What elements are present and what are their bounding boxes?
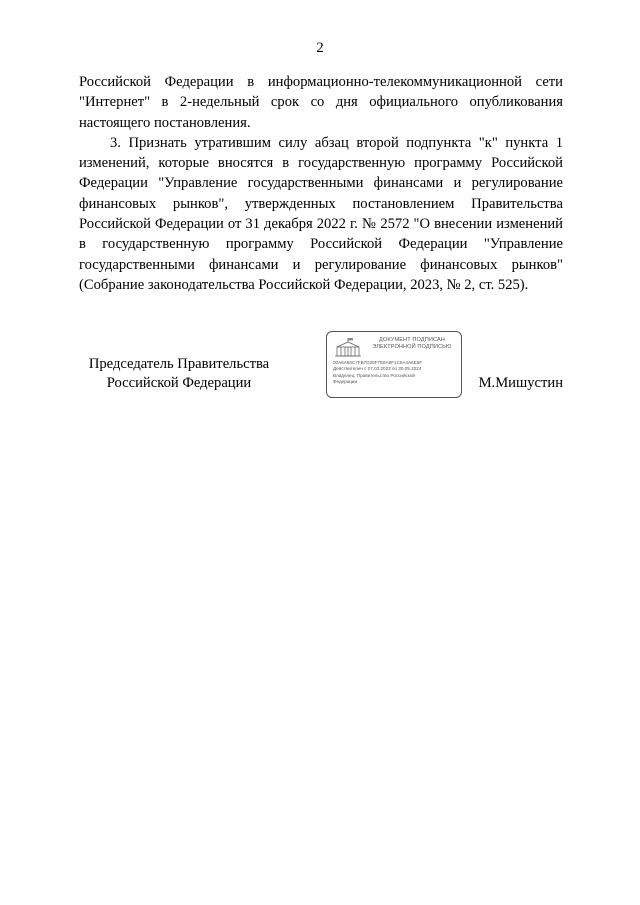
stamp-owner-line-2: Федерации (333, 379, 358, 385)
signer-title-line-1: Председатель Правительства (88, 356, 270, 372)
stamp-header (365, 337, 459, 351)
document-body (79, 72, 563, 295)
signer-name: М.Мишустин (478, 375, 563, 391)
signer-title-line-2: Российской Федерации (106, 375, 252, 391)
stamp-details (333, 360, 459, 386)
stamp-owner-line-1: Владелец: Правительство Российской (333, 372, 415, 378)
government-building-icon (333, 336, 363, 358)
stamp-certificate: 00A6A56C7FB7D38F7E8A9F1C9A4A6E5F (333, 360, 423, 365)
page-number: 2 (316, 40, 324, 56)
electronic-signature-stamp (326, 331, 462, 398)
signer-title (79, 355, 279, 393)
paragraph-continuation: Российской Федерации в информационно-телекоммуникационной сети "Интернет" в 2-недельный срок со дня официального опубликования настоящего постановления. (79, 74, 563, 131)
stamp-header-line-2: ЭЛЕКТРОННОЙ ПОДПИСЬЮ (372, 344, 452, 350)
paragraph-item-3: 3. Признать утратившим силу абзац второй подпункта "к" пункта 1 изменений, которые вносятся в государственную программу Российской Федерации "Управление государственными финансами и регулирование финансовых рынков", утвержденных постановлением Правительства Российской Федерации от 31 декабря 2022 г. № 2572 "О внесении изменений в государственную программу Российской Федерации "Управление государственными финансами и регулирование финансовых рынков" (Собрание законодательства Российской Федерации, 2023, № 2, ст. 525). (79, 134, 563, 293)
stamp-validity: Действителен с 07.03.2023 по 30.05.2024 (333, 366, 422, 372)
stamp-header-line-1: ДОКУМЕНТ ПОДПИСАН (379, 337, 445, 343)
